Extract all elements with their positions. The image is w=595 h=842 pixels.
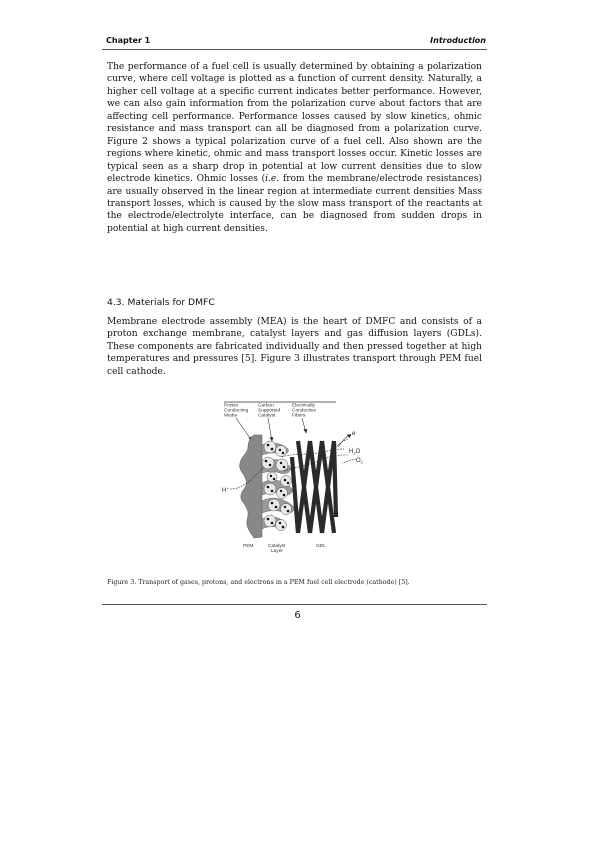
label-catalyst-1: Catalyst [268,544,286,549]
paragraph-mea: Membrane electrode assembly (MEA) is the heart of DMFC and consists of a proton exchange membrane, catalyst layers and gas diffusion layers (GDLs). These components are fabricated individually and then pressed together at high temperatures and pressures [5]. Figure 3 illustrates transport through PEM fuel cell cathode. [107,317,482,377]
proton-label: H+ [222,486,229,494]
water-label: $H_2O$ [349,449,361,456]
label-proton-3: Media [224,413,238,419]
label-fibers-1: Electrically [292,403,315,409]
figure-3-diagram [210,397,390,569]
label-carbon-3: Catalyst [258,413,276,419]
section-heading: 4.3. Materials for DMFC [107,297,215,308]
footer-rule [102,604,487,605]
chapter-label: Chapter 1 [106,36,151,45]
header-rule [102,49,487,50]
gdl-fibers [292,441,336,533]
label-gdl: GDL [316,544,326,549]
running-header [106,36,486,48]
label-carbon-1: Carbon [258,403,274,409]
label-pem: PEM [243,544,254,549]
label-proton-1: Proton [224,403,239,409]
paragraph-polarization-text-b: from the membrane/electrode resistances) are usually observed in the linear region at intermediate current densities Mass transport losses, which is caused by the slow mass transport of the reactants at the electrode/electrolyte interface, can be diagnosed from sudden drops in potential at high current densities. [107,174,482,234]
pem-membrane [240,435,262,538]
paragraph-polarization-text-a: The performance of a fuel cell is usually determined by obtaining a polarization curve, where cell voltage is plotted as a function of current density. Naturally, a higher cell voltage at a specific current indicates better performance. However, we can also gain information from the polarization curve about factors that are affecting cell performance. Performance losses caused by slow kinetics, ohmic resistance and mass transport can all be diagnosed from a polarization curve. Figure 2 shows a typical polarization curve of a fuel cell. Also shown are the regions where kinetic, ohmic and mass transport losses occur. Kinetic losses are typical seen as a sharp drop in potential at low current densities due to slow electrode kinetics. Ohmic losses ( [107,62,482,185]
cathode-transport-diagram [210,397,390,569]
label-carbon-2: Supported [258,408,281,414]
oxygen-label: $O_2$ [356,458,363,465]
ie-abbreviation: i.e. [265,174,280,185]
label-fibers-3: Fibers [292,413,306,419]
label-catalyst-2: Layer [271,549,283,554]
label-proton-2: Conducting [224,408,249,414]
electron-label: e- [352,429,357,437]
section-label: Introduction [430,36,486,45]
label-fibers-2: Conductive [292,408,316,414]
paragraph-polarization [107,61,482,235]
figure-caption: Figure 3. Transport of gases, protons, and electrons in a PEM fuel cell electrode (cathode) [5]. [107,579,410,586]
page-number: 6 [294,610,301,621]
